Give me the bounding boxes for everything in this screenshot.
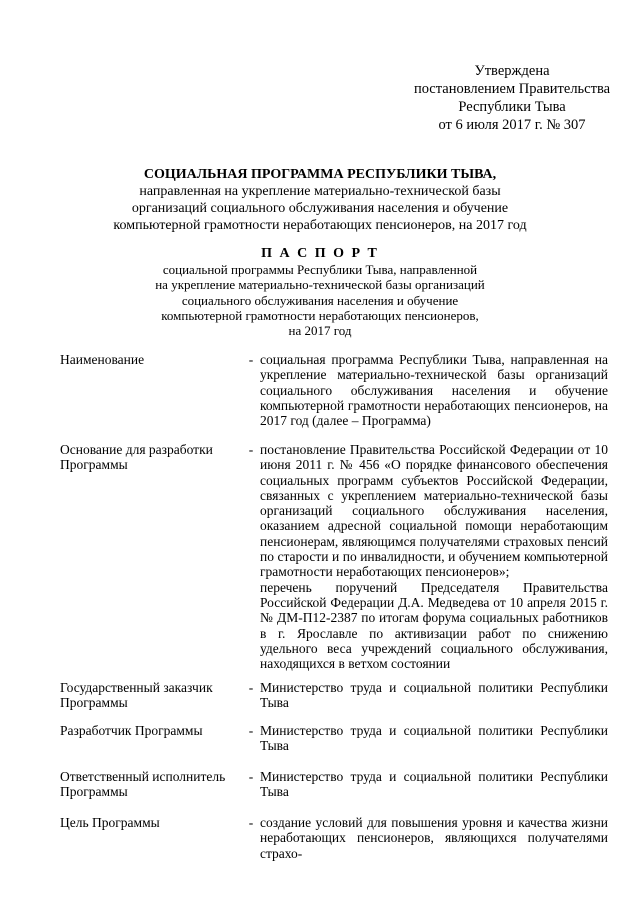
approval-date: от 6 июля 2017 г. № 307	[438, 117, 586, 133]
row-dash: -	[248, 815, 254, 830]
program-title-block	[100, 166, 540, 234]
row-value: социальная программа Республики Тыва, направленная на укрепление материально-технической базы организаций социального обслуживания населения и обучение компьютерной грамотности неработающих пенсионеров, на 2017 год (далее – Программа)	[260, 352, 608, 429]
passport-line: социальной программы Республики Тыва, направленной	[162, 262, 478, 278]
row-label: Основание для разработки Программы	[60, 442, 213, 473]
row-value: создание условий для повышения уровня и качества жизни неработающих пенсионеров, являющихся получателями страхо-	[260, 815, 608, 861]
row-label: Цель Программы	[60, 815, 160, 830]
approval-line: Утверждена	[474, 63, 550, 79]
passport-line: на 2017 год	[288, 323, 352, 339]
program-title: СОЦИАЛЬНАЯ ПРОГРАММА РЕСПУБЛИКИ ТЫВА,	[143, 167, 497, 182]
row-value	[260, 442, 608, 671]
passport-line: компьютерной грамотности неработающих пенсионеров,	[161, 307, 479, 323]
passport-line: на укрепление материально-технической базы организаций	[155, 277, 485, 293]
program-subtitle-line: направленная на укрепление материально-технической базы	[139, 184, 501, 199]
row-dash: -	[248, 442, 254, 457]
row-dash: -	[248, 723, 254, 738]
row-label: Государственный заказчик Программы	[60, 680, 213, 711]
row-value: Министерство труда и социальной политики Республики Тыва	[260, 769, 608, 800]
row-value-paragraph: постановление Правительства Российской Федерации от 10 июня 2011 г. № 456 «О порядке финансового обеспечения социальных программ субъектов Российской Федерации, связанных с укреплением материально-технической базы организаций социального обслуживания населения, оказанием адресной социальной помощи неработающим пенсионерам, являющимся получателями страховых пенсий по старости и по инвалидности, и обучением компьютерной грамотности неработающих пенсионеров»;	[260, 442, 608, 580]
passport-line: социального обслуживания населения и обучение	[181, 292, 459, 308]
approval-line: постановлением Правительства	[413, 81, 611, 97]
row-label: Ответственный исполнитель Программы	[60, 769, 226, 800]
row-value: Министерство труда и социальной политики Республики Тыва	[260, 680, 608, 711]
program-subtitle-line: компьютерной грамотности неработающих пенсионеров, на 2017 год	[113, 218, 527, 233]
program-subtitle-line: организаций социального обслуживания населения и обучение	[131, 201, 509, 216]
passport-block	[140, 246, 500, 338]
passport-title: П А С П О Р Т	[261, 246, 379, 261]
row-label: Разработчик Программы	[60, 723, 203, 738]
row-value-paragraph: перечень поручений Председателя Правительства Российской Федерации Д.А. Медведева от 10 апреля 2015 г. № ДМ-П12-2387 по итогам форума социальных работников в г. Ярославле по активизации работ по снижению удельного веса учреждений социального обслуживания, находящихся в ветхом состоянии	[260, 579, 608, 672]
approval-line: Республики Тыва	[458, 99, 566, 115]
row-label: Наименование	[60, 352, 145, 367]
row-dash: -	[248, 352, 254, 367]
row-dash: -	[248, 769, 254, 784]
row-value: Министерство труда и социальной политики Республики Тыва	[260, 723, 608, 754]
row-dash: -	[248, 680, 254, 695]
approval-block	[402, 62, 622, 134]
